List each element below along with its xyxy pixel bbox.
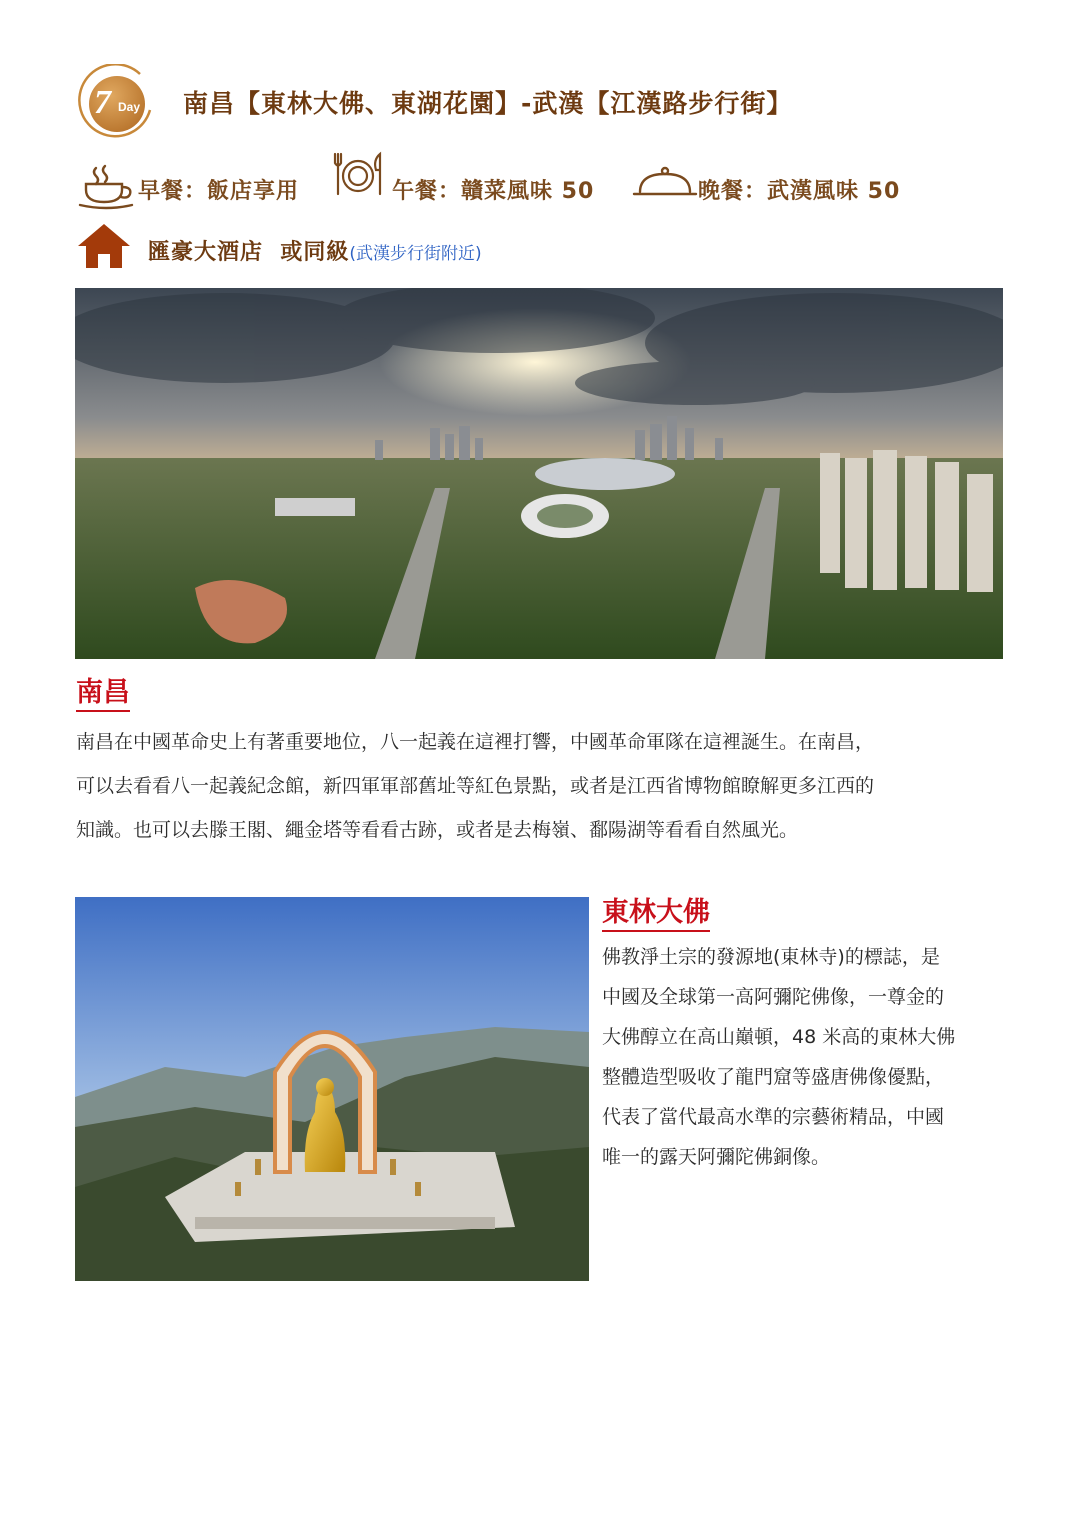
breakfast-text: 早餐：飯店享用 <box>138 179 300 204</box>
day-badge <box>76 64 156 138</box>
dinner-text: 晚餐：武漢風味 50 <box>698 179 901 204</box>
donglin-heading: 東林大佛 <box>602 897 710 932</box>
hotel-row <box>76 222 776 274</box>
nanchang-heading: 南昌 <box>76 677 130 712</box>
donglin-line: 佛教淨土宗的發源地(東林寺)的標誌，是 <box>602 946 940 968</box>
day-word: Day <box>118 100 141 114</box>
cloche-icon <box>632 166 698 206</box>
nanchang-paragraph <box>76 720 1006 852</box>
hotel-name-text: 匯豪大酒店 或同級 <box>148 240 350 265</box>
donglin-line: 唯一的露天阿彌陀佛銅像。 <box>602 1146 831 1168</box>
house-icon <box>76 222 132 270</box>
day-title: 南昌【東林大佛、東湖花園】-武漢【江漢路步行街】 <box>183 89 793 118</box>
donglin-line: 中國及全球第一高阿彌陀佛像，一尊金的 <box>602 986 945 1008</box>
donglin-line: 整體造型吸收了龍門窟等盛唐佛像優點， <box>602 1066 945 1088</box>
day-circle-icon <box>76 64 156 138</box>
hotel-info <box>148 235 482 266</box>
nanchang-city-photo <box>75 288 1003 659</box>
meals-row <box>76 150 976 210</box>
lunch-item <box>332 150 632 210</box>
lunch-text: 午餐：贛菜風味 50 <box>392 179 595 204</box>
day-number: 7 <box>94 84 111 121</box>
nanchang-line: 知識。也可以去滕王閣、繩金塔等看看古跡，或者是去梅嶺、鄱陽湖等看看自然風光。 <box>76 819 799 841</box>
dinner-item <box>632 150 972 210</box>
plate-cutlery-icon <box>332 150 388 200</box>
hotel-note-text: (武漢步行街附近) <box>349 244 482 264</box>
breakfast-item <box>76 150 326 210</box>
nanchang-line: 南昌在中國革命史上有著重要地位，八一起義在這裡打響，中國革命軍隊在這裡誕生。在南昌， <box>76 731 875 753</box>
donglin-line: 大佛醇立在高山巔頓，48 米高的東林大佛 <box>602 1026 956 1048</box>
donglin-paragraph <box>602 937 1012 1177</box>
donglin-line: 代表了當代最高水準的宗藝術精品，中國 <box>602 1106 945 1128</box>
donglin-buddha-photo <box>75 897 589 1281</box>
nanchang-line: 可以去看看八一起義紀念館，新四軍軍部舊址等紅色景點，或者是江西省博物館瞭解更多江西的 <box>76 775 875 797</box>
coffee-cup-icon <box>78 164 136 210</box>
